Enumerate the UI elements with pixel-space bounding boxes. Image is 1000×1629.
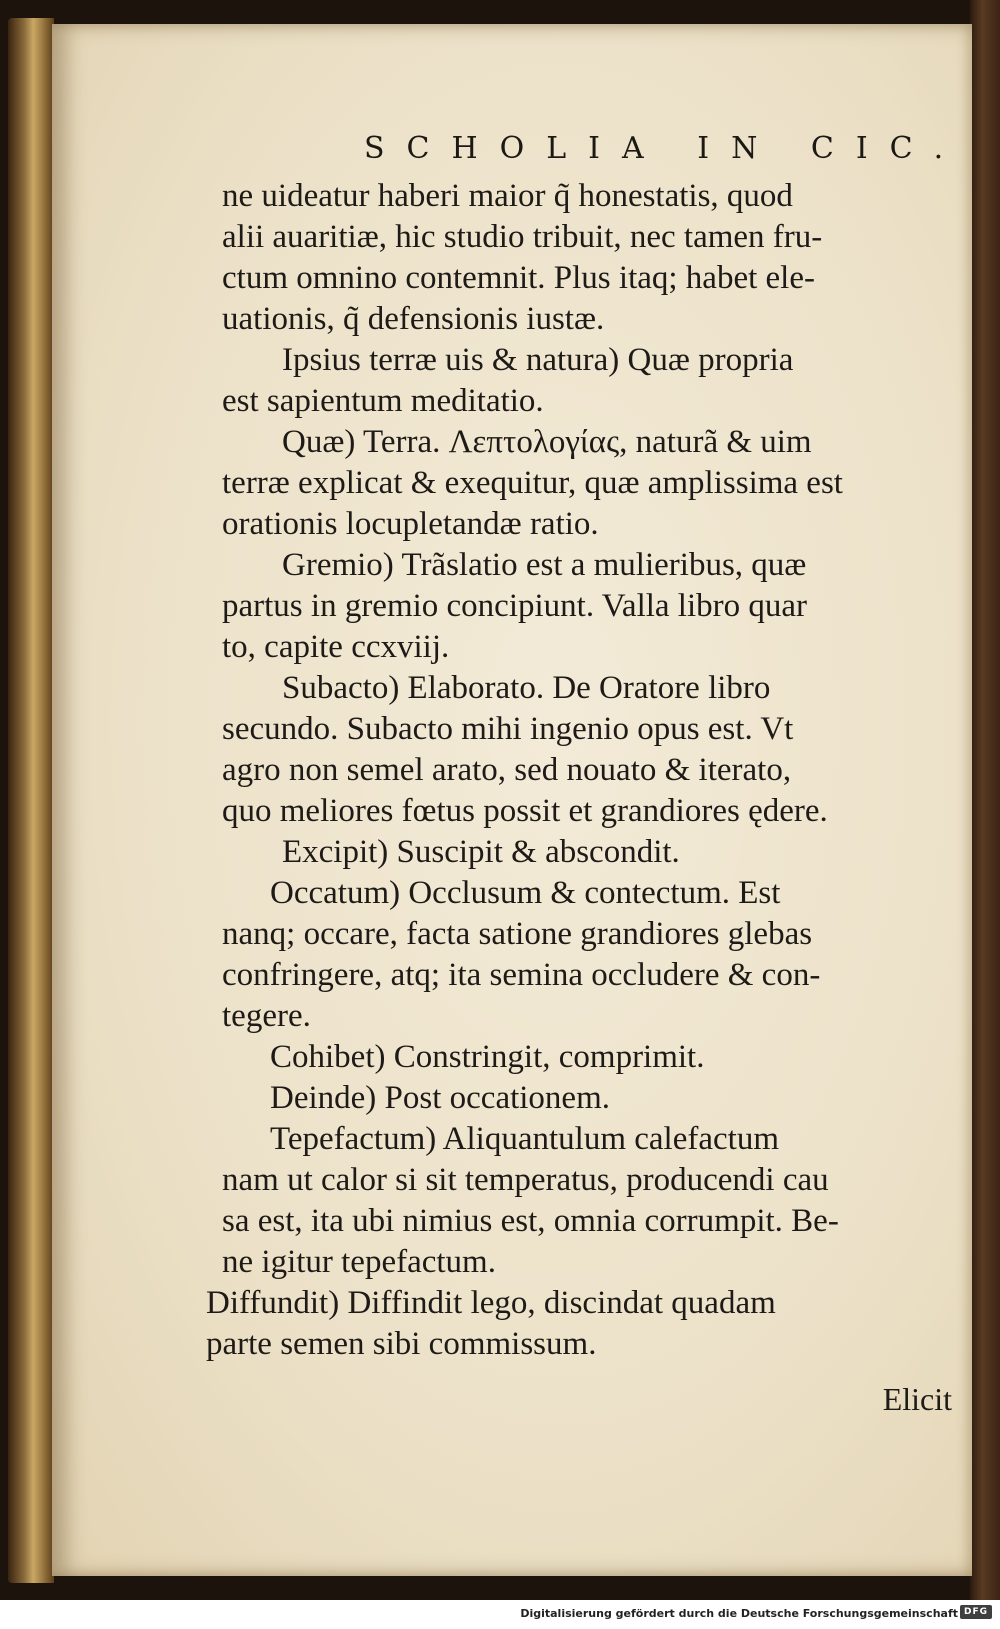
text-line: Quæ) Terra. Λεπτολογίας, naturã & uim — [282, 424, 812, 460]
text-line: sa est, ita ubi nimius est, omnia corrumpit. Be- — [222, 1203, 839, 1239]
text-line: nam ut calor si sit temperatus, producendi cau — [222, 1162, 829, 1198]
text-line: terræ explicat & exequitur, quæ amplissima est — [222, 465, 843, 501]
text-line: Deinde) Post occationem. — [270, 1080, 610, 1116]
dfg-logo: DFG — [960, 1605, 992, 1619]
text-line: tegere. — [222, 998, 311, 1034]
text-line: alii auaritiæ, hic studio tribuit, nec tamen fru- — [222, 219, 823, 255]
catchword: Elicit — [882, 1381, 952, 1417]
page-text-block — [206, 119, 992, 1419]
text-line: ne igitur tepefactum. — [222, 1244, 496, 1280]
text-line: Diffundit) Diffindit lego, discindat quadam — [206, 1285, 776, 1321]
text-line: nanq; occare, facta satione grandiores glebas — [222, 916, 813, 952]
text-line: confringere, atq; ita semina occludere & con- — [222, 957, 821, 993]
text-line: orationis locupletandæ ratio. — [222, 506, 599, 542]
text-line: parte semen sibi commissum. — [206, 1326, 597, 1362]
funding-credit: Digitalisierung gefördert durch die Deutsche Forschungsgemeinschaft — [520, 1607, 958, 1620]
text-line: Occatum) Occlusum & contectum. Est — [270, 875, 781, 911]
text-line: ctum omnino contemnit. Plus itaq; habet ele- — [222, 260, 815, 296]
text-line: Ipsius terræ uis & natura) Quæ propria — [282, 342, 794, 378]
text-line: Tepefactum) Aliquantulum calefactum — [270, 1121, 779, 1157]
digitization-footer — [0, 1600, 1000, 1629]
text-line: Cohibet) Constringit, comprimit. — [270, 1039, 705, 1075]
body-text — [206, 176, 992, 1365]
running-head: SCHOLIA IN CIC. — [364, 131, 966, 166]
text-line: Gremio) Trãslatio est a mulieribus, quæ — [282, 547, 807, 583]
text-line: secundo. Subacto mihi ingenio opus est. Vt — [222, 711, 794, 747]
text-line: partus in gremio concipiunt. Valla libro quar — [222, 588, 808, 624]
text-line: Subacto) Elaborato. De Oratore libro — [282, 670, 771, 706]
text-line: to, capite ccxviij. — [222, 629, 450, 665]
book-binding-edge — [8, 18, 54, 1583]
text-line: agro non semel arato, sed nouato & iterato, — [222, 752, 792, 788]
text-line: Excipit) Suscipit & abscondit. — [282, 834, 680, 870]
text-line: est sapientum meditatio. — [222, 383, 544, 419]
book-page — [52, 24, 972, 1576]
text-line: quo meliores fœtus possit et grandiores ędere. — [222, 793, 828, 829]
text-line: uationis, q̃ defensionis iustæ. — [222, 301, 605, 337]
text-line: ne uideatur haberi maior q̃ honestatis, quod — [222, 178, 793, 214]
